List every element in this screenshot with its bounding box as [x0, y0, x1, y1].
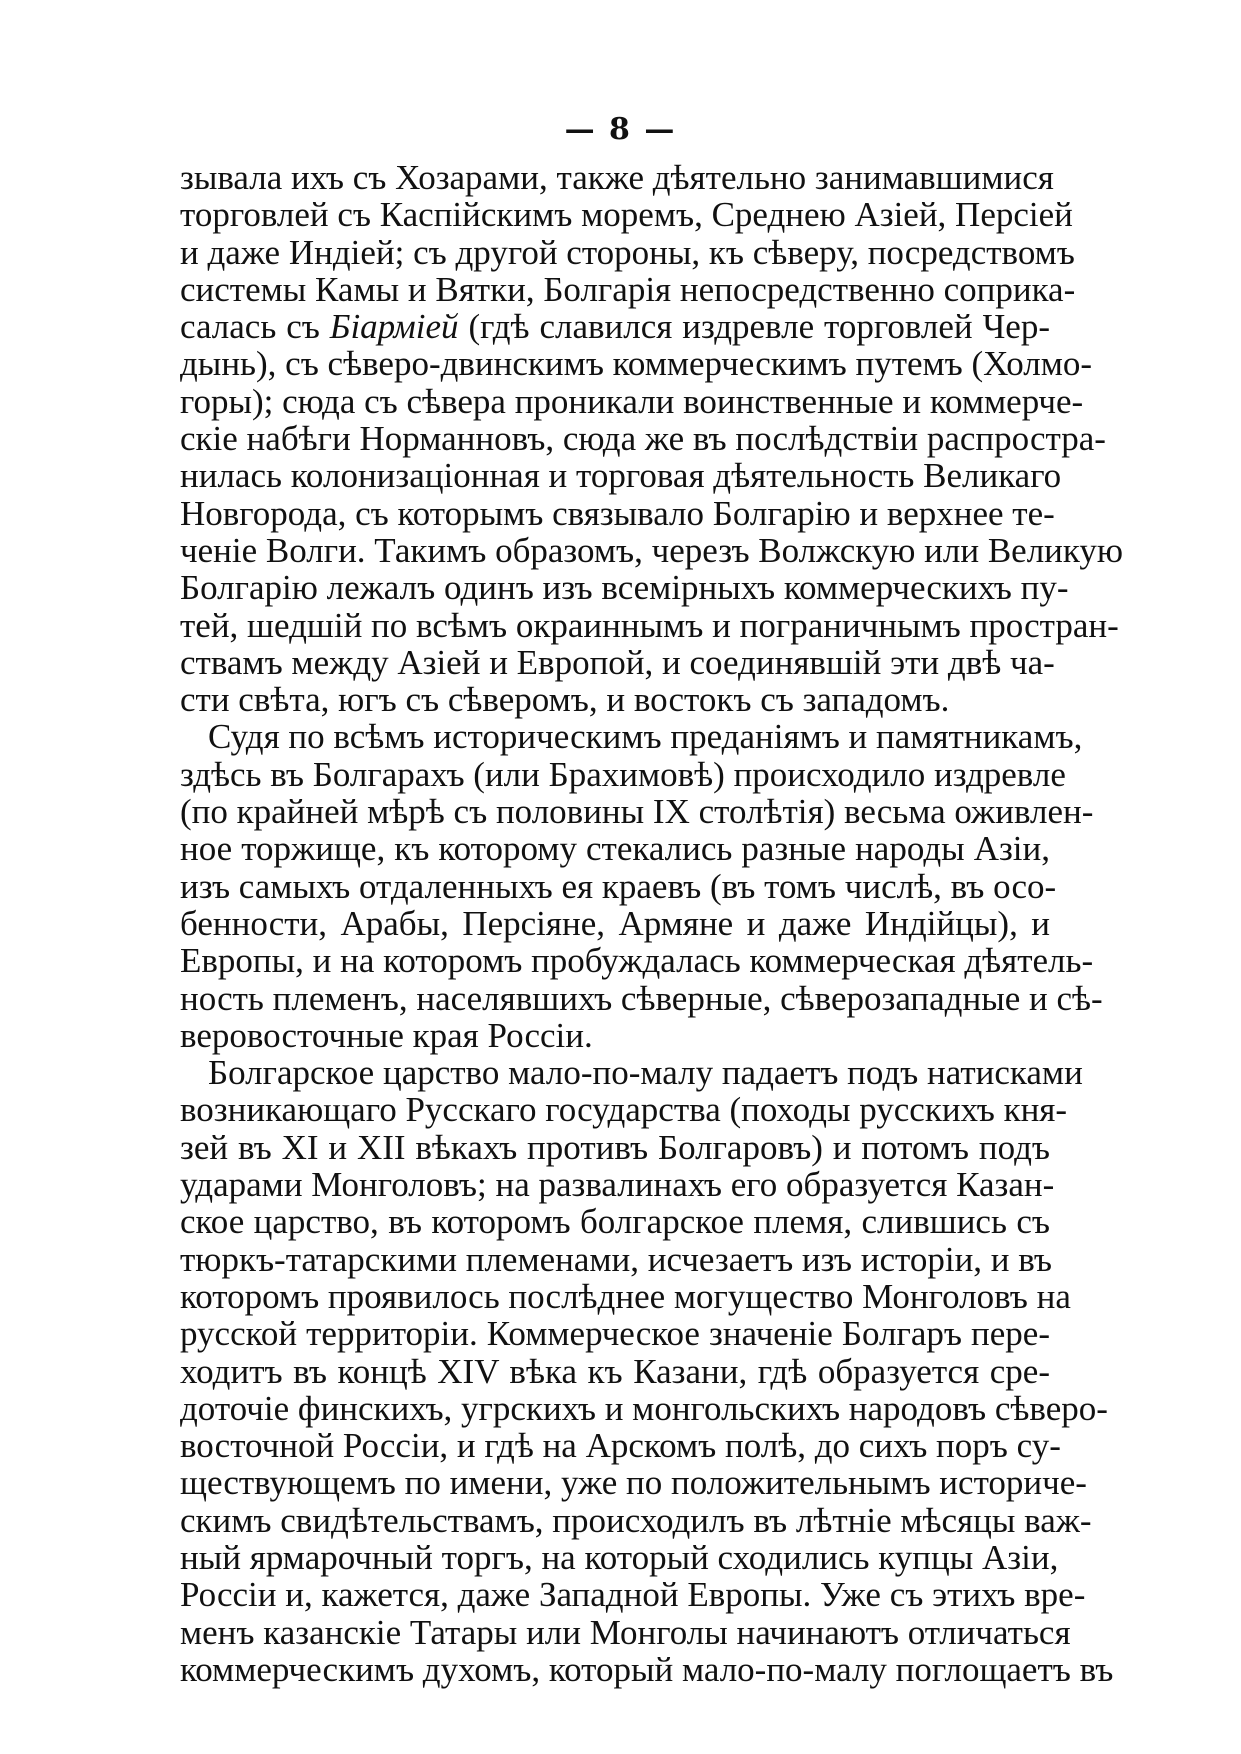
- text-line: системы Камы и Вятки, Болгарія непосредственно соприка-: [180, 269, 1076, 309]
- text-line: тюркъ-татарскими племенами, исчезаетъ изъ исторіи, и въ: [180, 1239, 1053, 1279]
- text-line: ударами Монголовъ; на развалинахъ его образуется Казан-: [180, 1165, 1055, 1205]
- text-line: сти свѣта, югъ съ сѣверомъ, и востокъ съ западомъ.: [180, 680, 950, 720]
- text-line: возникающаго Русскаго государства (походы русскихъ кня-: [180, 1090, 1068, 1130]
- italic-place-name: Біармiей: [329, 307, 459, 347]
- text-line: (по крайней мѣрѣ съ половины IX столѣтія) весьма оживлен-: [180, 792, 1094, 832]
- text-line: скимъ свидѣтельствамъ, происходилъ въ лѣтніе мѣсяцы важ-: [180, 1500, 1092, 1540]
- text-line: салась съ Біармiей (гдѣ славился издревле торговлей Чер-: [180, 307, 1051, 347]
- text-line: которомъ проявилось послѣднее могущество Монголовъ на: [180, 1276, 1071, 1316]
- text-line: торговлей съ Каспійскимъ моремъ, Среднею Азіей, Персіей: [180, 195, 1073, 235]
- text-line: ченіе Волги. Такимъ образомъ, черезъ Волжскую или Великую: [180, 530, 1124, 570]
- text-line: изъ самыхъ отдаленныхъ ея краевъ (въ томъ числѣ, въ осо-: [180, 866, 1057, 906]
- text-line: ное торжище, къ которому стекались разные народы Азіи,: [180, 829, 1050, 869]
- text-line: коммерческимъ духомъ, который мало-по-малу поглощаетъ въ: [180, 1649, 1114, 1689]
- text-line: Россіи и, кажется, даже Западной Европы. Уже съ этихъ вре-: [180, 1575, 1086, 1615]
- paragraph-3: [180, 1053, 1114, 1689]
- text-line: Болгарское царство мало-по-малу падаетъ подъ натисками: [208, 1053, 1083, 1093]
- paragraph-2: [180, 717, 1103, 1055]
- body-text: [180, 158, 1124, 1689]
- text-line: доточіе финскихъ, угрскихъ и монгольскихъ народовъ сѣверо-: [180, 1388, 1108, 1428]
- text-line: и даже Индіей; съ другой стороны, къ сѣверу, посредствомъ: [180, 232, 1075, 272]
- text-line: дынь), съ сѣверо-двинскимъ коммерческимъ путемъ (Холмо-: [180, 344, 1093, 384]
- text-line: Болгарію лежалъ одинъ изъ всемірныхъ коммерческихъ пу-: [180, 568, 1069, 608]
- text-line: русской территоріи. Коммерческое значеніе Болгаръ пере-: [180, 1314, 1050, 1354]
- text-line: веровосточные края Россіи.: [180, 1015, 593, 1055]
- text-line: восточной Россіи, и гдѣ на Арскомъ полѣ, до сихъ поръ су-: [180, 1426, 1061, 1466]
- text-line: менъ казанскіе Татары или Монголы начинаютъ отличаться: [180, 1612, 1071, 1652]
- text-line: ность племенъ, населявшихъ сѣверные, сѣверозападные и сѣ-: [180, 978, 1103, 1018]
- text-line: Новгорода, съ которымъ связывало Болгарію и верхнее те-: [180, 493, 1055, 533]
- text-line: Европы, и на которомъ пробуждалась коммерческая дѣятель-: [180, 941, 1094, 981]
- text-line: ществующемъ по имени, уже по положительнымъ историче-: [180, 1463, 1087, 1503]
- text-line: ходитъ въ концѣ XIV вѣка къ Казани, гдѣ образуется сре-: [180, 1351, 1050, 1391]
- text-line: горы); сюда съ сѣвера проникали воинственные и коммерче-: [180, 381, 1084, 421]
- text-line: нилась колонизаціонная и торговая дѣятельность Великаго: [180, 456, 1062, 496]
- text-line: ный ярмарочный торгъ, на который сходились купцы Азіи,: [180, 1537, 1059, 1577]
- text-line: тей, шедшій по всѣмъ окраиннымъ и пограничнымъ простран-: [180, 605, 1119, 645]
- text-line: зей въ XI и XII вѣкахъ противъ Болгаровъ) и потомъ подъ: [180, 1127, 1050, 1167]
- paragraph-1: [180, 158, 1124, 720]
- text-line: бенности, Арабы, Персіяне, Армяне и даже Индійцы), и: [180, 903, 1050, 943]
- text-line: зывала ихъ съ Хозарами, также дѣятельно занимавшимися: [180, 158, 1054, 197]
- page-number: — 8 —: [564, 112, 677, 147]
- text-line: ское царство, въ которомъ болгарское племя, слившись съ: [180, 1202, 1050, 1242]
- text-line: ствамъ между Азіей и Европой, и соединявшій эти двѣ ча-: [180, 642, 1055, 682]
- text-line: скіе набѣги Норманновъ, сюда же въ послѣдствіи распростра-: [180, 419, 1106, 459]
- text-line: здѣсь въ Болгарахъ (или Брахимовѣ) происходило издревле: [180, 754, 1066, 794]
- text-line: Судя по всѣмъ историческимъ преданіямъ и памятникамъ,: [208, 717, 1083, 757]
